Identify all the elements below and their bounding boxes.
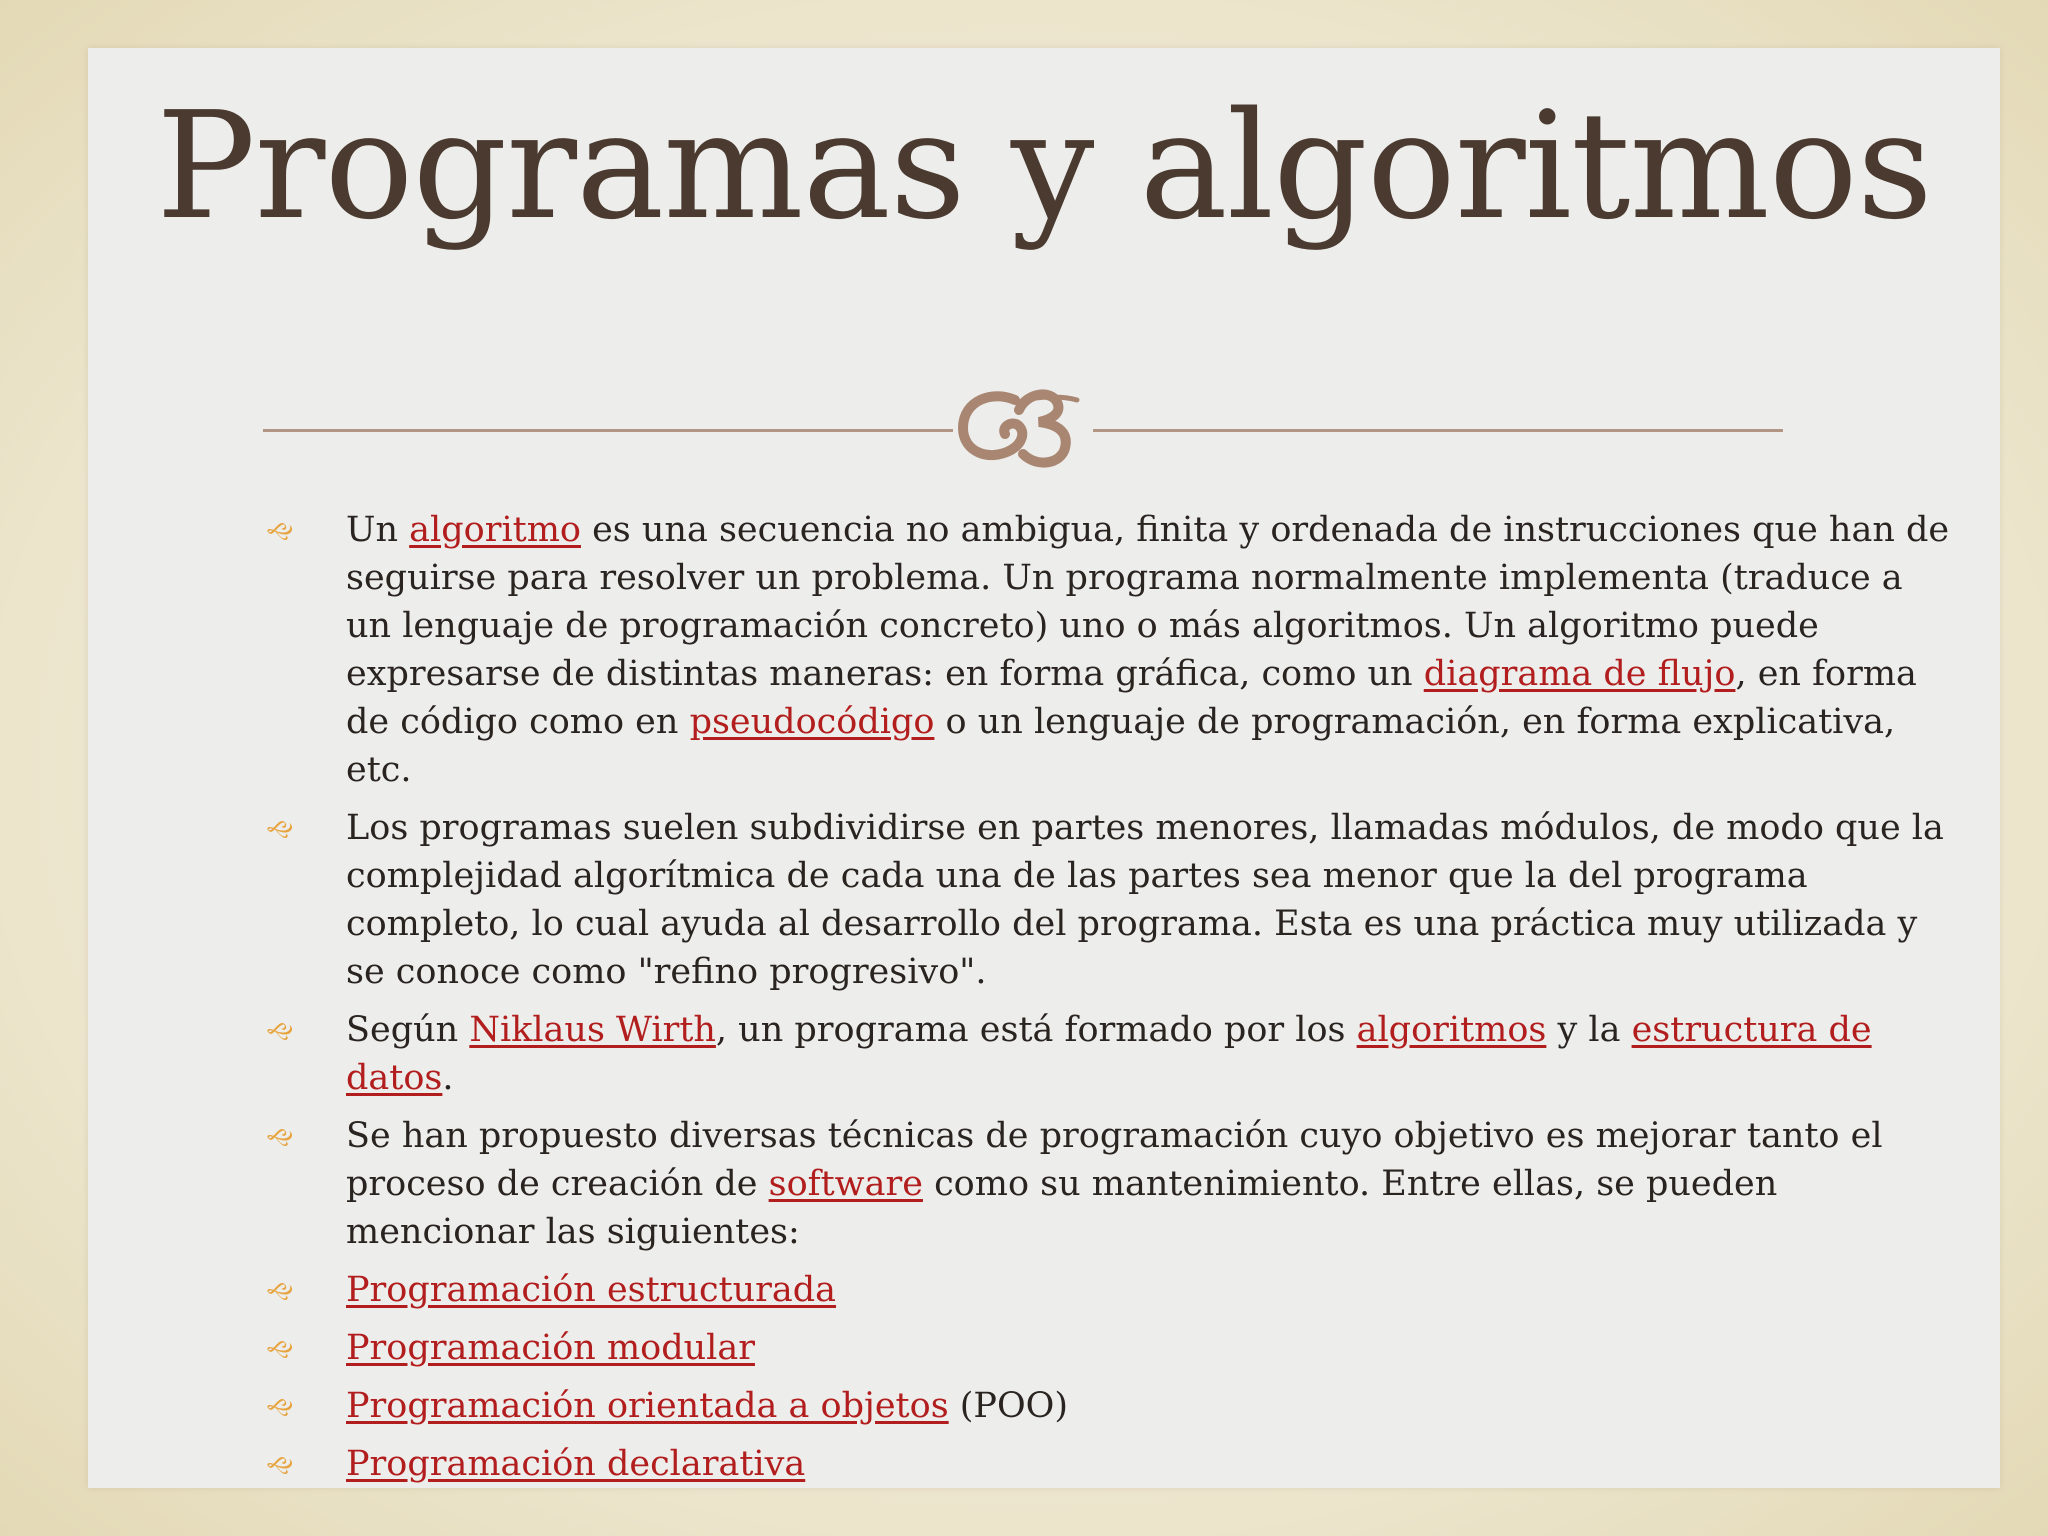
- slide-title: Programas y algoritmos: [156, 80, 1932, 252]
- divider-line-right: [1093, 429, 1783, 432]
- list-item: [176, 804, 1956, 996]
- title-divider: [263, 378, 1783, 488]
- list-item: [176, 1324, 1956, 1372]
- text-run: Según: [346, 1010, 470, 1050]
- link-algoritmos[interactable]: algoritmos: [1356, 1010, 1547, 1050]
- list-item: [176, 1440, 1956, 1488]
- fleuron-bullet-icon: 🙙: [266, 813, 294, 846]
- bullet-list: [176, 506, 1956, 1488]
- fleuron-bullet-icon: 🙙: [266, 1275, 294, 1308]
- fleuron-bullet-icon: 🙙: [266, 1449, 294, 1482]
- link-programacion-orientada-a-objetos[interactable]: Programación orientada a objetos: [346, 1386, 949, 1426]
- ornament-flourish-icon: [953, 370, 1093, 480]
- fleuron-bullet-icon: 🙙: [266, 1391, 294, 1424]
- list-item: [176, 506, 1956, 794]
- slide: [88, 48, 2000, 1488]
- fleuron-bullet-icon: 🙙: [266, 1333, 294, 1366]
- text-run: Un: [346, 510, 410, 550]
- link-estructura-de-datos[interactable]: estructura de datos: [346, 1010, 1872, 1098]
- fleuron-bullet-icon: 🙙: [266, 1015, 294, 1048]
- list-item: [176, 1266, 1956, 1314]
- link-software[interactable]: software: [768, 1164, 923, 1204]
- text-run: (POO): [948, 1386, 1069, 1426]
- fleuron-bullet-icon: 🙙: [266, 1121, 294, 1154]
- text-run: o un lenguaje de programación, en forma explicativa, etc.: [346, 702, 1896, 790]
- link-diagrama-de-flujo[interactable]: diagrama de flujo: [1423, 654, 1736, 694]
- text-run: como su mantenimiento. Entre ellas, se pueden mencionar las siguientes:: [346, 1164, 1778, 1252]
- list-item: [176, 1006, 1956, 1102]
- text-run: es una secuencia no ambigua, finita y ordenada de instrucciones que han de seguirse para resolver un problema. Un programa normalmente implementa (traduce a un lenguaje de programación concreto) uno o más algoritmos. Un algoritmo puede expresarse de distintas maneras: en forma gráfica, como un: [346, 510, 1950, 694]
- link-pseudocodigo[interactable]: pseudocódigo: [689, 702, 935, 742]
- list-item: [176, 1382, 1956, 1430]
- text-run: Los programas suelen subdividirse en partes menores, llamadas módulos, de modo que la complejidad algorítmica de cada una de las partes sea menor que la del programa completo, lo cual ayuda al desarrollo del programa. Esta es una práctica muy utilizada y se conoce como "refino progresivo".: [346, 808, 1944, 992]
- divider-line-left: [263, 429, 953, 432]
- link-programacion-modular[interactable]: Programación modular: [346, 1328, 755, 1368]
- text-run: .: [442, 1058, 454, 1098]
- link-niklaus-wirth[interactable]: Niklaus Wirth: [469, 1010, 716, 1050]
- content-area: [176, 506, 1956, 1498]
- text-run: y la: [1546, 1010, 1632, 1050]
- fleuron-bullet-icon: 🙙: [266, 515, 294, 548]
- link-algoritmo[interactable]: algoritmo: [409, 510, 581, 550]
- link-programacion-estructurada[interactable]: Programación estructurada: [346, 1270, 837, 1310]
- text-run: , en forma de código como en: [346, 654, 1917, 742]
- link-programacion-declarativa[interactable]: Programación declarativa: [346, 1444, 806, 1484]
- text-run: Se han propuesto diversas técnicas de programación cuyo objetivo es mejorar tanto el proceso de creación de: [346, 1116, 1883, 1204]
- text-run: , un programa está formado por los: [715, 1010, 1357, 1050]
- list-item: [176, 1112, 1956, 1256]
